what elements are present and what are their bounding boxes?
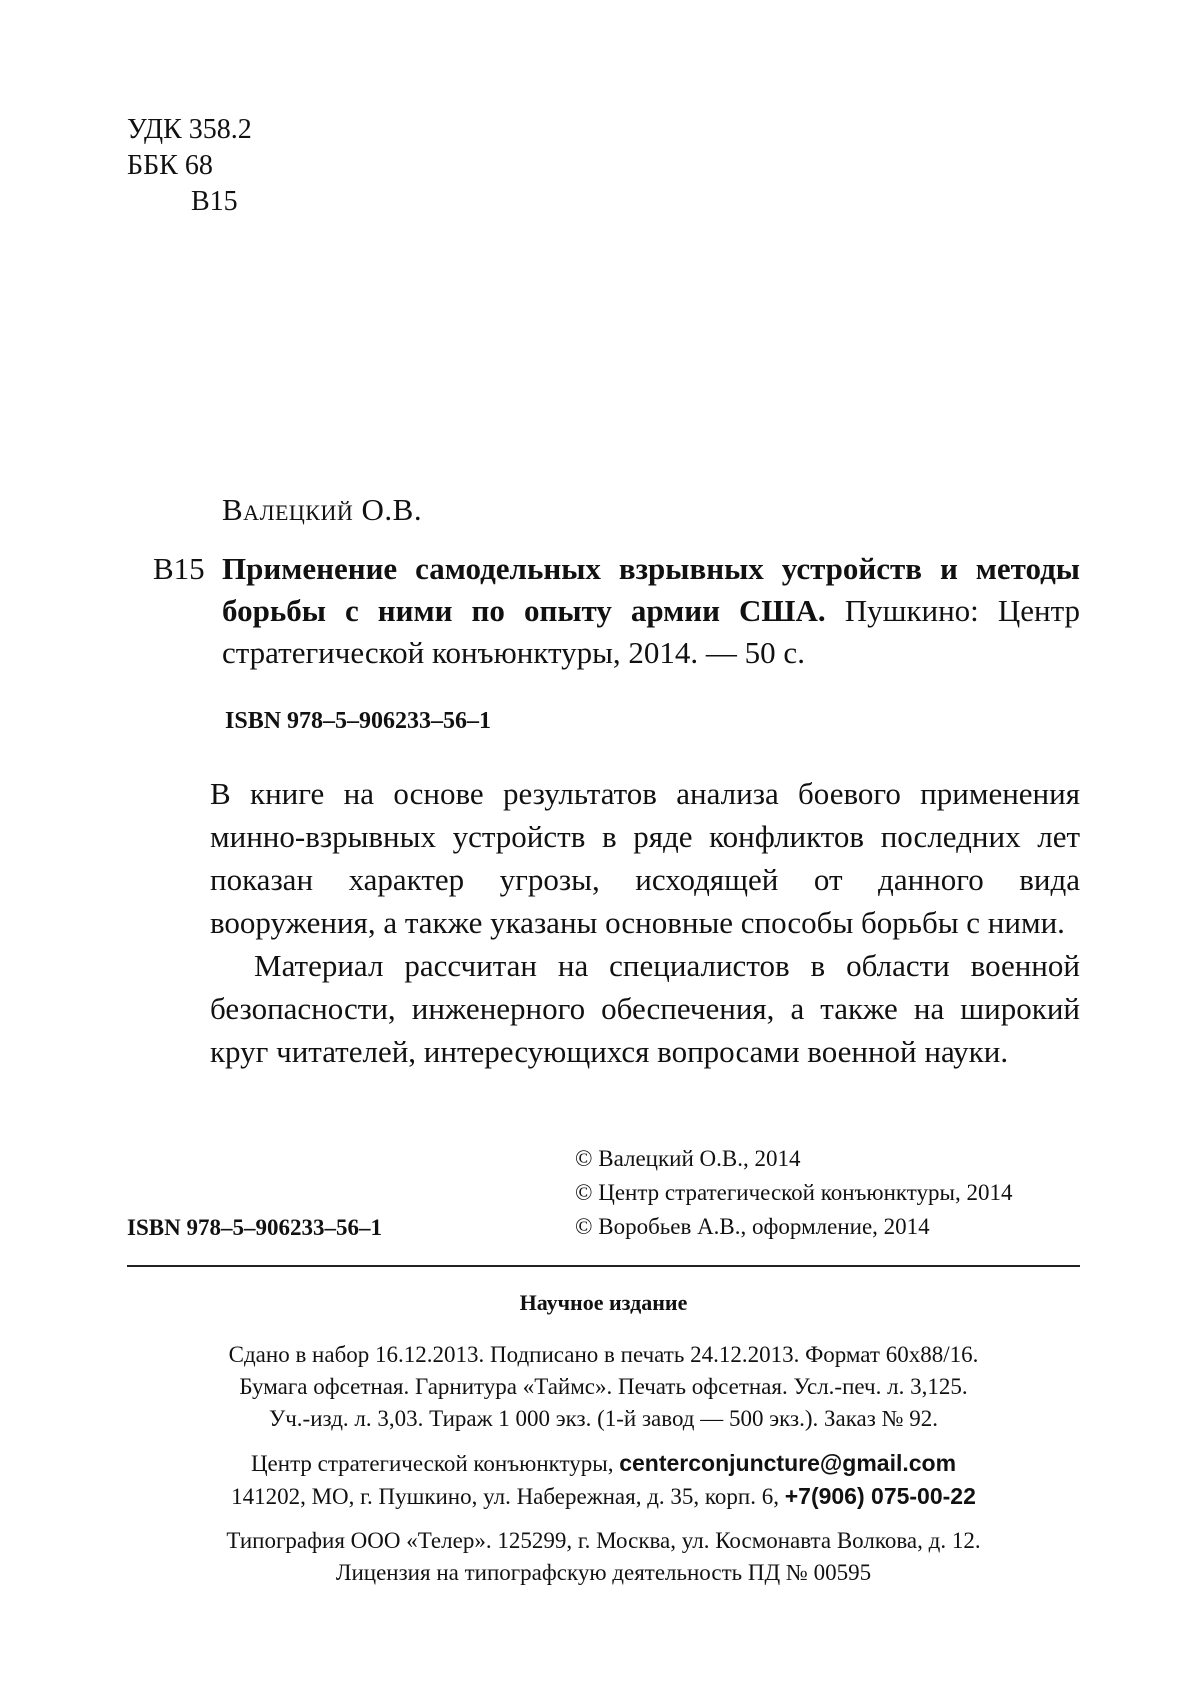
classification-codes	[127, 112, 252, 220]
bibliographic-entry	[153, 548, 1081, 674]
print-detail-line: Бумага офсетная. Гарнитура «Таймс». Печать офсетная. Усл.-печ. л. 3,125.	[239, 1374, 968, 1399]
book-title: Применение самодельных взрывных устройств и методы борьбы с ними по опыту армии США.	[222, 551, 1080, 628]
print-detail-line: Сдано в набор 16.12.2013. Подписано в печать 24.12.2013. Формат 60х88/16.	[228, 1342, 979, 1367]
bbk-code: ББК 68	[127, 150, 213, 181]
imprint-info: Пушкино: Центр стратегической конъюнктуры, 2014. — 50 с.	[222, 593, 1081, 670]
copyright-block	[575, 1142, 1012, 1244]
author-mark: В15	[191, 186, 238, 217]
divider	[127, 1265, 1080, 1267]
printer-details	[127, 1525, 1080, 1589]
isbn-top: ISBN 978–5–906233–56–1	[225, 708, 492, 734]
author-heading: Валецкий О.В.	[222, 492, 423, 527]
udk-code: УДК 358.2	[127, 114, 252, 145]
copyright-line: © Валецкий О.В., 2014	[575, 1146, 801, 1171]
publisher-address-line	[127, 1480, 1080, 1513]
annotation-paragraph: В книге на основе результатов анализа боевого применения минно-взрывных устройств в ряде конфликтов последних лет показан характер угрозы, исходящей от данного вида вооружения, а также указаны основные способы борьбы с ними.	[210, 776, 1080, 940]
publisher-details	[127, 1447, 1080, 1513]
publisher-line	[127, 1447, 1080, 1480]
publisher-phone: +7(906) 075-00-22	[784, 1483, 976, 1509]
copyright-line: © Центр стратегической конъюнктуры, 2014	[575, 1180, 1013, 1205]
print-detail-line: Уч.-изд. л. 3,03. Тираж 1 000 экз. (1-й завод — 500 экз.). Заказ № 92.	[268, 1406, 939, 1431]
publisher-name: Центр стратегической конъюнктуры,	[250, 1451, 614, 1476]
publisher-email: centerconjuncture@gmail.com	[619, 1450, 957, 1476]
edition-type: Научное издание	[519, 1290, 688, 1315]
entry-author-mark: В15	[153, 551, 205, 586]
annotation	[210, 772, 1080, 1073]
license-line: Лицензия на типографскую деятельность ПД № 00595	[335, 1560, 872, 1585]
copyright-line: © Воробьев А.В., оформление, 2014	[575, 1214, 930, 1239]
annotation-paragraph: Материал рассчитан на специалистов в области военной безопасности, инженерного обеспечения, а также на широкий круг читателей, интересующихся вопросами военной науки.	[210, 948, 1080, 1069]
printer-line: Типография ООО «Телер». 125299, г. Москва, ул. Космонавта Волкова, д. 12.	[226, 1528, 981, 1553]
publisher-address: 141202, МО, г. Пушкино, ул. Набережная, д. 35, корп. 6,	[231, 1484, 779, 1509]
isbn-bottom: ISBN 978–5–906233–56–1	[127, 1215, 382, 1240]
colophon	[127, 1287, 1080, 1589]
print-details	[127, 1339, 1080, 1435]
